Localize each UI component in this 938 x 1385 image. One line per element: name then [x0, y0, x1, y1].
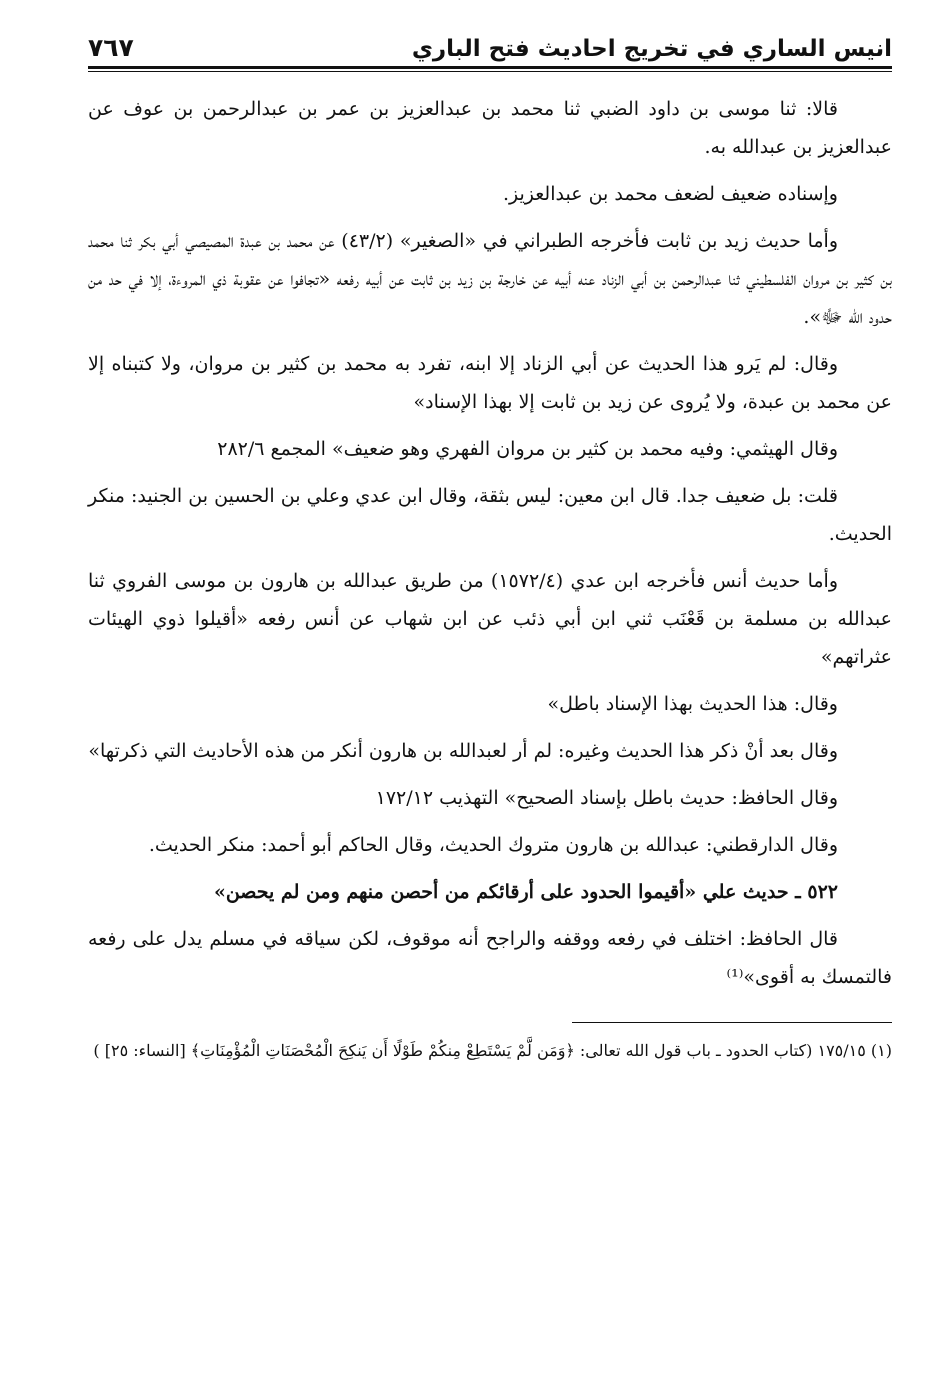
paragraph-7: وأما حديث أنس فأخرجه ابن عدي (١٥٧٢/٤) من طريق عبدالله بن هارون بن موسى الفروي ثنا عبدالله بن مسلمة بن قَعْنَب ثني ابن أبي ذئب عن ابن شهاب عن أنس رفعه «أقيلوا ذوي الهيئات عثراتهم» — [88, 570, 892, 668]
footnote: (١) ١٧٥/١٥ (كتاب الحدود ـ باب قول الله تعالى: ﴿وَمَن لَّمْ يَسْتَطِعْ مِنكُمْ طَوْلًا أَن يَنكِحَ الْمُحْصَنَاتِ الْمُؤْمِنَاتِ﴾ [النساء: ٢٥] ) — [93, 1041, 892, 1060]
header-rule-thin — [88, 71, 892, 72]
paragraph-3: وأما حديث زيد بن ثابت فأخرجه الطبراني في «الصغير» (٤٣/٢) عن محمد بن عبدة المصيصي أبي بكر ثنا محمد بن كثير بن مروان الفلسطيني ثنا عبدالرحمن بن أبي الزناد عنه أبيه عن خارجة بن زيد بن ثابت عن أبيه رفعه «تجافوا عن عقوبة ذي المروءة، إلا في حد من حدود الله ﷻ». — [88, 230, 892, 328]
paragraph-9: وقال بعد أنْ ذكر هذا الحديث وغيره: لم أر لعبدالله بن هارون أنكر من هذه الأحاديث التي ذكرتها» — [88, 740, 838, 762]
paragraph-13: قال الحافظ: اختلف في رفعه ووقفه والراجح أنه موقوف، لكن سياقه في مسلم يدل على رفعه فالتمسك به أقوى»⁽¹⁾ — [88, 928, 892, 988]
document-page — [88, 22, 892, 1067]
book-title: انيس الساري في تخريج احاديث فتح الباري — [411, 36, 892, 62]
main-text — [88, 90, 892, 996]
paragraph-2: وإسناده ضعيف لضعف محمد بن عبدالعزيز. — [502, 183, 838, 205]
paragraph-4: وقال: لم يَرو هذا الحديث عن أبي الزناد إلا ابنه، تفرد به محمد بن كثير بن مروان، ولا كتبناه إلا عن محمد بن عبدة، ولا يُروى عن زيد بن ثابت إلا بهذا الإسناد» — [88, 353, 892, 413]
header-rule — [88, 66, 892, 69]
footnote-separator — [572, 1022, 892, 1023]
paragraph-5: وقال الهيثمي: وفيه محمد بن كثير بن مروان الفهري وهو ضعيف» المجمع ٢٨٢/٦ — [217, 438, 838, 460]
paragraph-10: وقال الحافظ: حديث باطل بإسناد الصحيح» التهذيب ١٧٢/١٢ — [375, 787, 838, 809]
paragraph-11: وقال الدارقطني: عبدالله بن هارون متروك الحديث، وقال الحاكم أبو أحمد: منكر الحديث. — [148, 834, 838, 856]
running-header — [88, 22, 892, 62]
paragraph-8: وقال: هذا الحديث بهذا الإسناد باطل» — [547, 693, 838, 715]
paragraph-1: قالا: ثنا موسى بن داود الضبي ثنا محمد بن عبدالعزيز بن عمر بن عبدالرحمن بن عوف عن عبدالعزيز بن عبدالله به. — [88, 98, 892, 158]
page-number: ٧٦٧ — [88, 33, 134, 62]
hadith-heading: ٥٢٢ ـ حديث علي «أقيموا الحدود على أرقائكم من أحصن منهم ومن لم يحصن» — [213, 881, 838, 903]
paragraph-6: قلت: بل ضعيف جدا. قال ابن معين: ليس بثقة، وقال ابن عدي وعلي بن الحسين بن الجنيد: منكر الحديث. — [88, 485, 892, 545]
